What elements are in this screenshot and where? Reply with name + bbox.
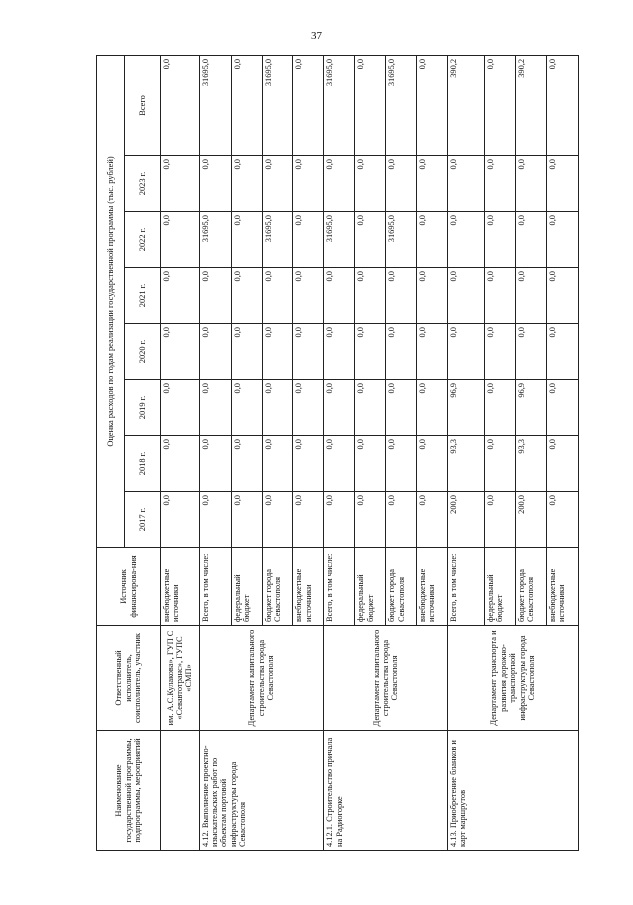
cell-executor: Департамент капитального строительства города Севастополя [324,626,448,731]
header-name: Наименование государственной программы, подпрограммы, мероприятий [97,731,161,851]
cell-value: 0,0 [485,212,516,268]
cell-executor: им. А.С.Кулакова», ГУП С «Севавтотранс», ГУПС «СМП» [161,626,200,731]
cell-value: 0,0 [293,324,324,380]
cell-value: 0,0 [386,268,417,324]
cell-value: 0,0 [386,380,417,436]
table-row [324,55,355,850]
header-source: Источник финансирова-ния [97,548,161,626]
cell-value: 0,0 [355,324,386,380]
cell-value: 31695,0 [199,212,231,268]
cell-source: внебюджетные источники [293,548,324,626]
cell-value: 0,0 [231,492,262,548]
cell-value: 0,0 [355,436,386,492]
header-total: Всего [125,55,161,155]
cell-source: федеральный бюджет [231,548,262,626]
cell-value: 200,0 [515,492,546,548]
cell-value: 0,0 [262,436,293,492]
cell-value: 0,0 [417,268,448,324]
page-number: 37 [311,30,322,42]
cell-value: 0,0 [231,436,262,492]
cell-value: 0,0 [231,212,262,268]
cell-value: 93,3 [447,436,484,492]
cell-value: 0,0 [417,380,448,436]
cell-value: 0,0 [417,156,448,212]
cell-value: 31695,0 [262,212,293,268]
header-estimate: Оценка расходов по годам реализации государственной программы (тыс. рублей) [97,55,125,547]
cell-value: 0,0 [199,436,231,492]
cell-value: 0,0 [324,156,355,212]
header-year-2017: 2017 г. [125,492,161,548]
cell-value: 0,0 [231,324,262,380]
cell-value: 96,9 [515,380,546,436]
cell-value: 0,0 [546,212,578,268]
cell-value: 0,0 [262,324,293,380]
cell-value: 0,0 [546,268,578,324]
cell-value: 0,0 [546,436,578,492]
cell-value: 0,0 [324,492,355,548]
cell-value: 0,0 [199,492,231,548]
header-executor: Ответственный исполнитель, соисполнитель, участник [97,626,161,731]
cell-value: 0,0 [293,492,324,548]
cell-value: 0,0 [324,436,355,492]
cell-value: 0,0 [355,212,386,268]
cell-value: 0,0 [355,55,386,155]
cell-value: 0,0 [293,55,324,155]
cell-value: 0,0 [293,156,324,212]
cell-value: 0,0 [293,212,324,268]
cell-value: 0,0 [262,492,293,548]
table-row [199,55,231,850]
cell-value: 390,2 [447,55,484,155]
cell-executor: Департамент транспорта и развития дорожно-транспортной инфраструктуры города Севастополя [447,626,578,731]
header-year-2021: 2021 г. [125,268,161,324]
cell-value: 0,0 [324,268,355,324]
cell-value: 0,0 [293,268,324,324]
cell-value: 0,0 [161,492,200,548]
cell-value: 93,3 [515,436,546,492]
cell-value: 0,0 [386,492,417,548]
table-row [161,55,200,850]
cell-value: 31695,0 [262,55,293,155]
cell-value: 96,9 [447,380,484,436]
cell-value: 0,0 [262,268,293,324]
cell-value: 0,0 [417,212,448,268]
cell-value: 0,0 [485,436,516,492]
table-row [447,55,484,850]
cell-value: 31695,0 [324,212,355,268]
cell-source: бюджет города Севастополя [515,548,546,626]
cell-source: федеральный бюджет [485,548,516,626]
cell-value: 0,0 [293,380,324,436]
cell-source: Всего, в том числе: [199,548,231,626]
cell-value: 0,0 [199,156,231,212]
cell-value: 31695,0 [386,55,417,155]
cell-value: 0,0 [324,380,355,436]
cell-value: 0,0 [161,380,200,436]
cell-value: 0,0 [546,492,578,548]
header-year-2018: 2018 г. [125,436,161,492]
cell-value: 0,0 [485,492,516,548]
cell-value: 0,0 [386,324,417,380]
cell-source: федеральный бюджет [355,548,386,626]
cell-value: 0,0 [161,156,200,212]
cell-value: 0,0 [485,380,516,436]
cell-value: 0,0 [447,156,484,212]
cell-value: 0,0 [355,156,386,212]
cell-value: 0,0 [161,324,200,380]
cell-value: 0,0 [199,324,231,380]
cell-value: 0,0 [417,324,448,380]
header-year-2023: 2023 г. [125,156,161,212]
cell-value: 0,0 [447,212,484,268]
cell-value: 0,0 [199,268,231,324]
cell-value: 0,0 [485,156,516,212]
cell-value: 0,0 [485,324,516,380]
cell-value: 0,0 [161,268,200,324]
header-year-2020: 2020 г. [125,324,161,380]
cell-value: 0,0 [355,492,386,548]
cell-source: Всего, в том числе: [447,548,484,626]
cell-source: Всего, в том числе: [324,548,355,626]
financing-table [96,55,579,851]
cell-value: 0,0 [231,55,262,155]
cell-value: 0,0 [417,492,448,548]
cell-value: 0,0 [485,55,516,155]
cell-value: 0,0 [324,324,355,380]
cell-value: 0,0 [293,436,324,492]
cell-value: 0,0 [355,268,386,324]
cell-value: 0,0 [355,380,386,436]
cell-value: 31695,0 [324,55,355,155]
cell-source: бюджет города Севастополя [262,548,293,626]
cell-value: 0,0 [546,380,578,436]
header-year-2019: 2019 г. [125,380,161,436]
cell-name: 4.12.1. Строительство причала на Радиогорке [324,731,448,851]
cell-value: 0,0 [485,268,516,324]
cell-value: 200,0 [447,492,484,548]
financing-table-rotated [96,56,579,851]
cell-value: 0,0 [231,380,262,436]
cell-source: внебюджетные источники [417,548,448,626]
cell-value: 0,0 [161,55,200,155]
cell-value: 0,0 [546,156,578,212]
cell-value: 0,0 [417,436,448,492]
header-year-2022: 2022 г. [125,212,161,268]
cell-value: 0,0 [262,380,293,436]
cell-name: 4.13. Приобретение бланков и карт маршрутов [447,731,578,851]
cell-value: 0,0 [161,212,200,268]
cell-value: 0,0 [515,324,546,380]
cell-name: 4.12. Выполнение проектно-изыскательских работ по объектам портовой инфраструктуры города Севастополя [199,731,324,851]
cell-value: 0,0 [417,55,448,155]
cell-value: 0,0 [386,156,417,212]
cell-value: 0,0 [447,324,484,380]
cell-value: 0,0 [199,380,231,436]
cell-value: 0,0 [262,156,293,212]
cell-value: 0,0 [447,268,484,324]
cell-value: 0,0 [161,436,200,492]
cell-value: 390,2 [515,55,546,155]
cell-source: бюджет города Севастополя [386,548,417,626]
cell-source: внебюджетные источники [546,548,578,626]
cell-value: 0,0 [386,436,417,492]
cell-source: внебюджетные источники [161,548,200,626]
cell-value: 0,0 [231,268,262,324]
cell-value: 0,0 [546,55,578,155]
cell-name [161,731,200,851]
cell-value: 31695,0 [386,212,417,268]
cell-value: 0,0 [515,268,546,324]
cell-value: 0,0 [231,156,262,212]
cell-value: 0,0 [515,156,546,212]
cell-value: 31695,0 [199,55,231,155]
cell-value: 0,0 [546,324,578,380]
cell-executor: Департамент капитального строительства города Севастополя [199,626,324,731]
cell-value: 0,0 [515,212,546,268]
